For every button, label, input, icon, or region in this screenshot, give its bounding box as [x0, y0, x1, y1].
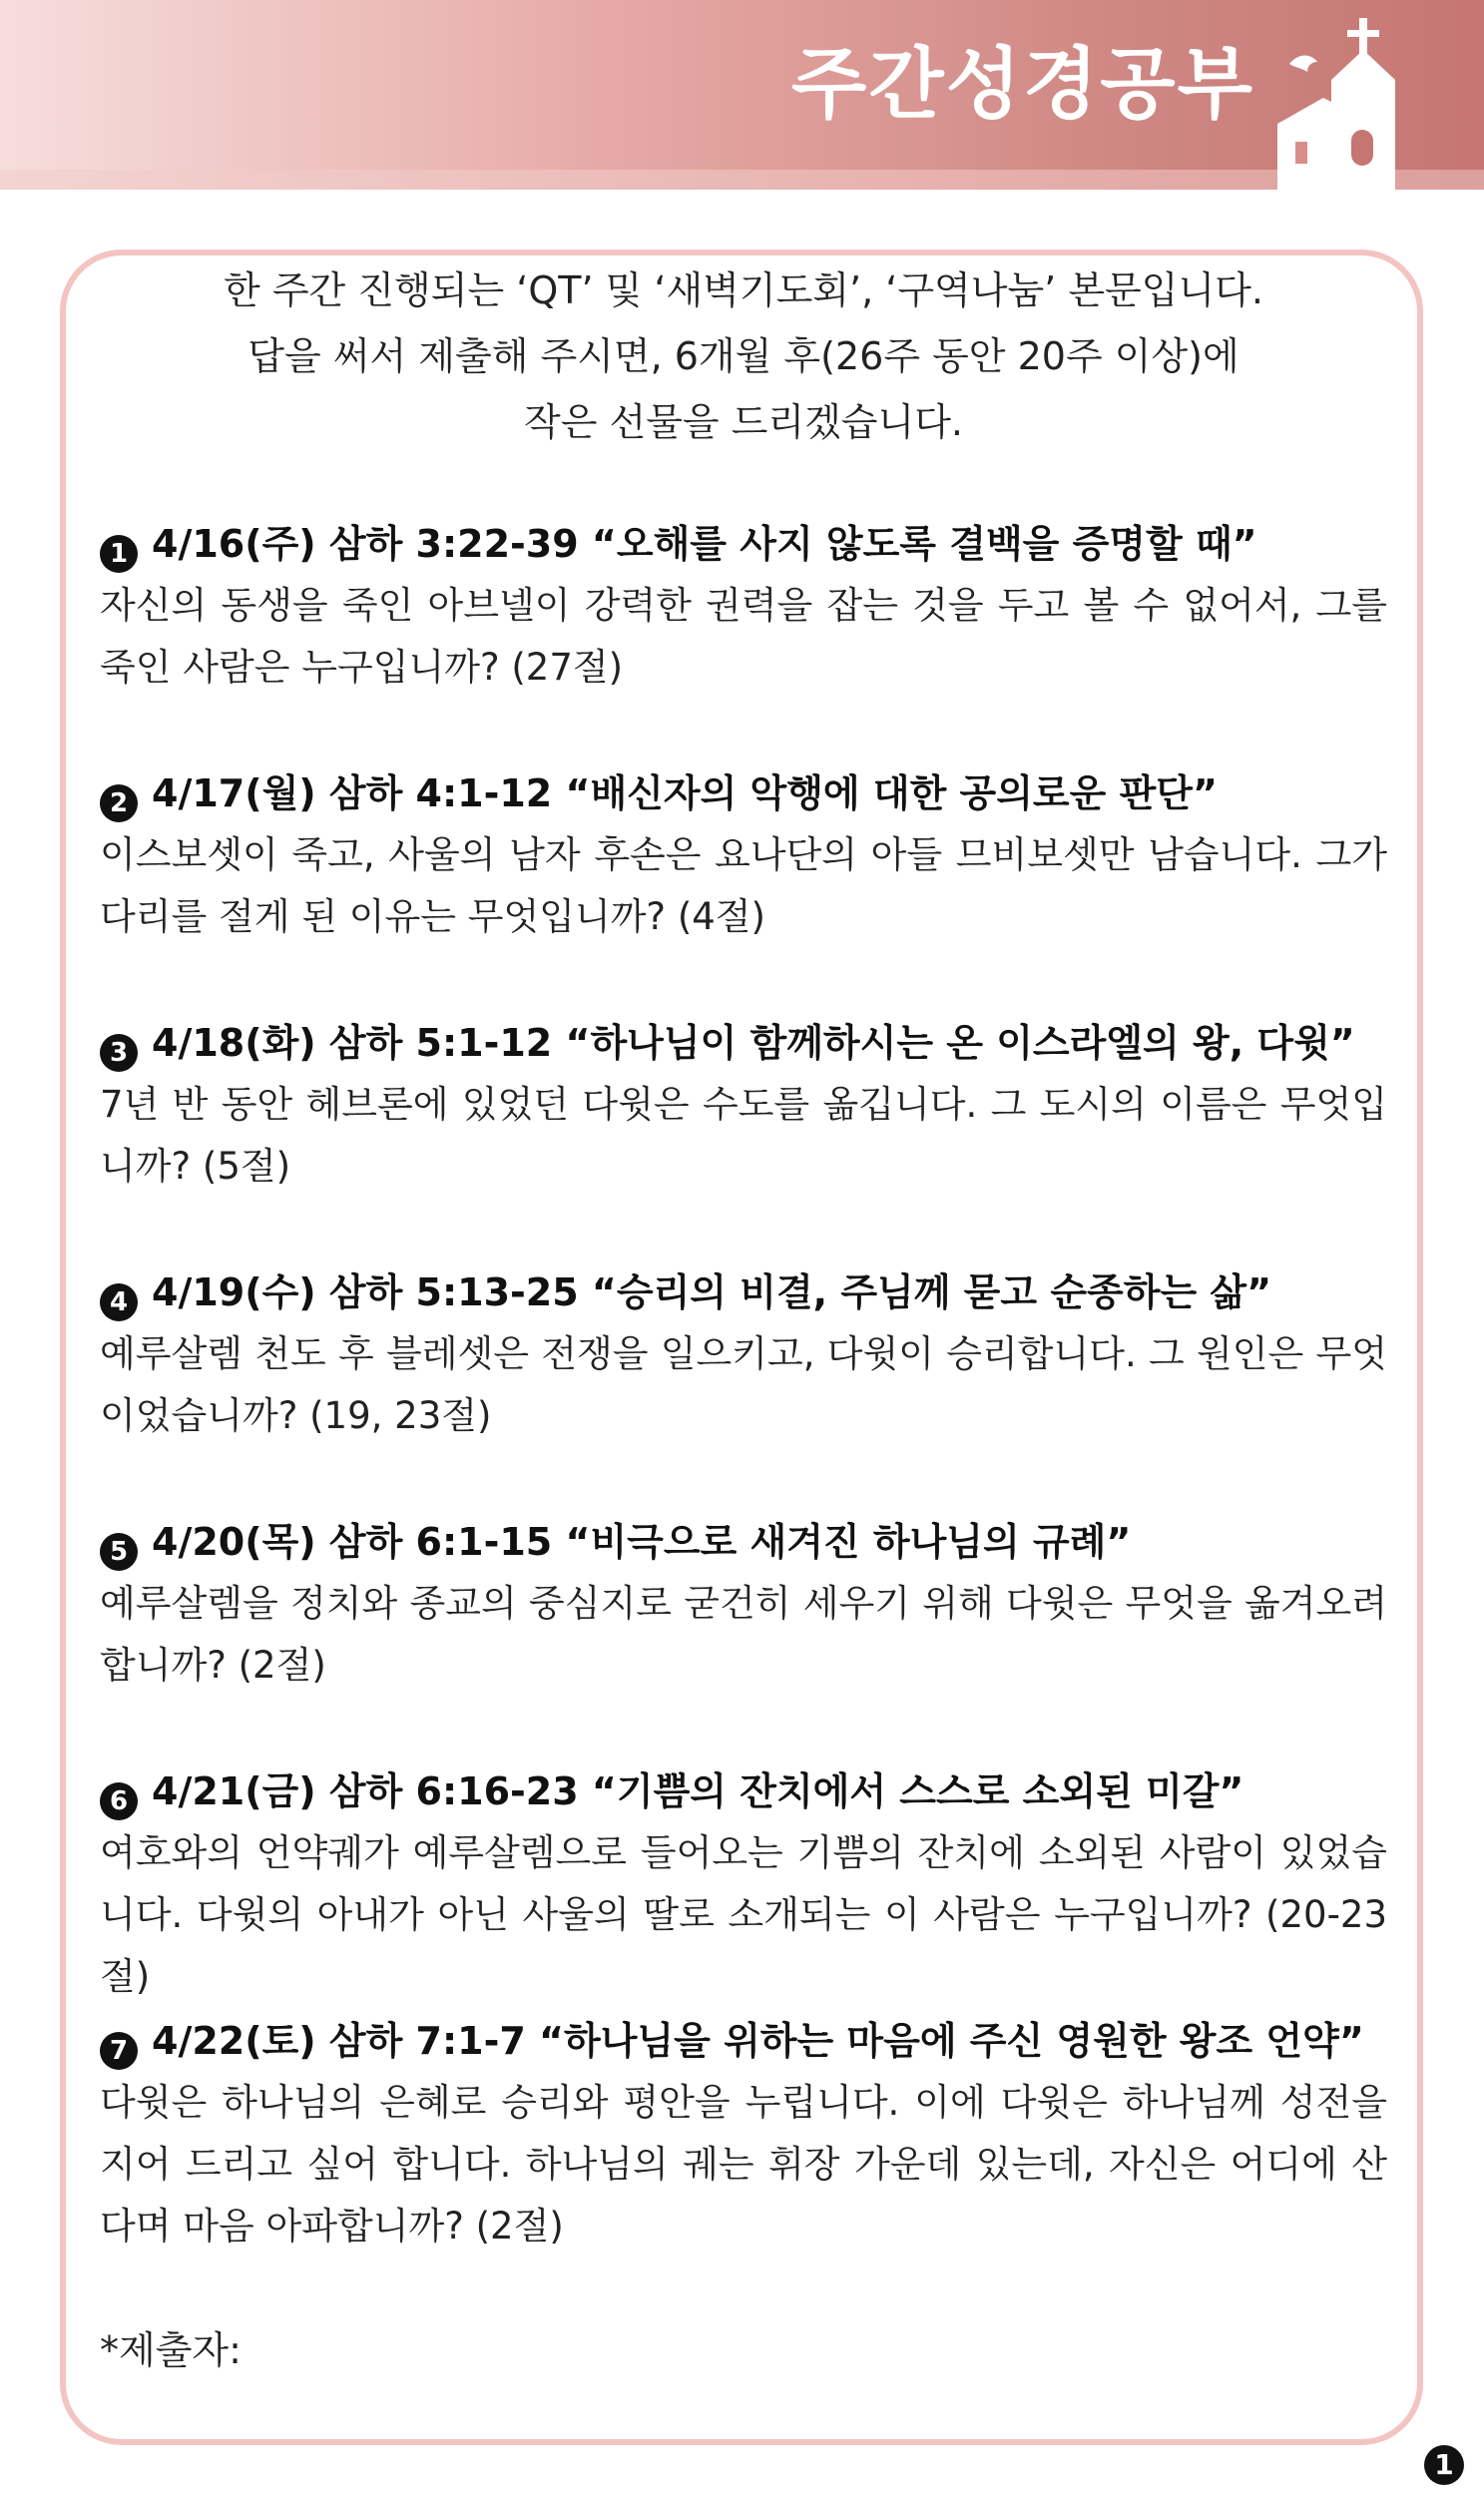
question-number-badge: 1	[100, 535, 138, 573]
question-body: 7년 반 동안 헤브론에 있었던 다윗은 수도를 옮깁니다. 그 도시의 이름은 무엇입니까? (5절)	[100, 1083, 1387, 1188]
church-icon	[1277, 18, 1447, 190]
question-item	[100, 1511, 1387, 1697]
question-item	[100, 1261, 1387, 1447]
intro-line: 작은 선물을 드리겠습니다.	[523, 400, 964, 444]
question-title	[100, 513, 1387, 575]
question-number-badge: 7	[100, 2032, 138, 2070]
question-number-badge: 3	[100, 1034, 138, 1072]
question-body: 예루살렘 천도 후 블레셋은 전쟁을 일으키고, 다윗이 승리합니다. 그 원인은 무엇이었습니까? (19, 23절)	[100, 1332, 1387, 1437]
page-number-badge: 1	[1424, 2445, 1464, 2485]
question-item	[100, 1760, 1387, 2008]
intro-text	[100, 257, 1387, 455]
question-title-text: 4/21(금) 삼하 6:16-23 “기쁨의 잔치에서 스스로 소외된 미갈”	[152, 1769, 1244, 1813]
question-number-badge: 6	[100, 1782, 138, 1820]
question-title	[100, 1261, 1387, 1323]
page-title: 주간성경공부	[790, 40, 1254, 130]
question-title-text: 4/17(월) 삼하 4:1-12 “배신자의 악행에 대한 공의로운 판단”	[152, 771, 1218, 815]
question-title-text: 4/18(화) 삼하 5:1-12 “하나님이 함께하시는 온 이스라엘의 왕, 다윗”	[152, 1021, 1355, 1065]
question-title-text: 4/22(토) 삼하 7:1-7 “하나님을 위하는 마음에 주신 영원한 왕조 언약”	[152, 2019, 1364, 2063]
question-title	[100, 1760, 1387, 1822]
question-body: 이스보셋이 죽고, 사울의 남자 후손은 요나단의 아들 므비보셋만 남습니다. 그가 다리를 절게 된 이유는 무엇입니까? (4절)	[100, 833, 1387, 938]
question-number-badge: 2	[100, 784, 138, 822]
question-title-text: 4/19(수) 삼하 5:13-25 “승리의 비결, 주님께 묻고 순종하는 삶”	[152, 1270, 1272, 1314]
question-body: 예루살렘을 정치와 종교의 중심지로 굳건히 세우기 위해 다윗은 무엇을 옮겨오려 합니까? (2절)	[100, 1582, 1387, 1687]
question-body: 자신의 동생을 죽인 아브넬이 강력한 권력을 잡는 것을 두고 볼 수 없어서, 그를 죽인 사람은 누구입니까? (27절)	[100, 584, 1387, 689]
intro-line: 답을 써서 제출해 주시면, 6개월 후(26주 동안 20주 이상)에	[247, 334, 1239, 378]
question-number-badge: 4	[100, 1283, 138, 1321]
header-banner	[0, 0, 1484, 170]
submitter-field[interactable]: *제출자:	[100, 2328, 242, 2372]
question-title-text: 4/16(주) 삼하 3:22-39 “오해를 사지 않도록 결백을 증명할 때”	[152, 522, 1257, 566]
question-title	[100, 1012, 1387, 1074]
question-number-badge: 5	[100, 1533, 138, 1571]
question-item	[100, 1012, 1387, 1198]
question-title-text: 4/20(목) 삼하 6:1-15 “비극으로 새겨진 하나님의 규례”	[152, 1520, 1132, 1564]
question-item	[100, 2010, 1387, 2257]
question-item	[100, 762, 1387, 948]
header-strip	[0, 170, 1484, 190]
question-title	[100, 1511, 1387, 1573]
question-title	[100, 762, 1387, 824]
question-body: 여호와의 언약궤가 예루살렘으로 들어오는 기쁨의 잔치에 소외된 사람이 있었습니다. 다윗의 아내가 아닌 사울의 딸로 소개되는 이 사람은 누구입니까? (20-23절)	[100, 1831, 1387, 1998]
question-item	[100, 513, 1387, 699]
question-body: 다윗은 하나님의 은혜로 승리와 평안을 누립니다. 이에 다윗은 하나님께 성전을 지어 드리고 싶어 합니다. 하나님의 궤는 휘장 가운데 있는데, 자신은 어디에 산다며 마음 아파합니까? (2절)	[100, 2081, 1387, 2248]
intro-line: 한 주간 진행되는 ‘QT’ 및 ‘새벽기도회’, ‘구역나눔’ 본문입니다.	[224, 268, 1263, 312]
question-title	[100, 2010, 1387, 2072]
